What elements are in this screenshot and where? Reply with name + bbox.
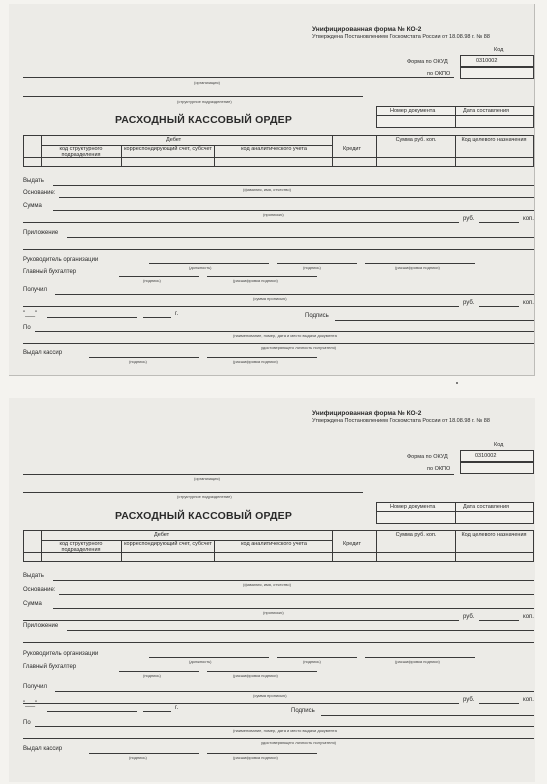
head-decoding-line[interactable] bbox=[365, 263, 475, 264]
dept-caption: (структурное подразделение) bbox=[177, 494, 232, 499]
col-purpose-header: Код целевого назначения bbox=[461, 137, 527, 143]
sum-caption: (прописью) bbox=[263, 610, 284, 615]
year-suffix: г. bbox=[175, 311, 179, 317]
table-col-line bbox=[376, 530, 377, 562]
cashier-decoding-line[interactable] bbox=[207, 357, 317, 358]
sum-caption: (прописью) bbox=[263, 212, 284, 217]
col-credit-header: Кредит bbox=[343, 146, 362, 152]
org-line[interactable] bbox=[23, 77, 454, 78]
chief-decoding-caption: (расшифровка подписи) bbox=[233, 278, 278, 283]
code-label: Код bbox=[494, 47, 504, 53]
attachment-line-2[interactable] bbox=[23, 249, 534, 250]
kop-label: коп. bbox=[523, 216, 534, 222]
cashier-decoding-caption: (расшифровка подписи) bbox=[233, 359, 278, 364]
head-signature-line[interactable] bbox=[277, 263, 357, 264]
issue-line[interactable] bbox=[53, 185, 534, 186]
chief-accountant-label: Главный бухгалтер bbox=[23, 664, 77, 670]
col-account-header: корреспондирующий счет, субсчет bbox=[124, 541, 212, 547]
form-header-line2: Утверждена Постановлением Госкомстата России от 18.08.98 г. № 88 bbox=[312, 418, 490, 424]
chief-accountant-label: Главный бухгалтер bbox=[23, 269, 77, 275]
col-credit-header: Кредит bbox=[343, 541, 362, 547]
table-col-line bbox=[332, 530, 333, 562]
received-line[interactable] bbox=[55, 294, 534, 295]
okpo-label: по ОКПО bbox=[427, 466, 451, 472]
received-label: Получил bbox=[23, 684, 47, 690]
doc-date-label: Дата составления bbox=[463, 504, 509, 510]
date-month-line[interactable] bbox=[47, 711, 137, 712]
decoding-caption: (расшифровка подписи) bbox=[395, 265, 440, 270]
received-line-2[interactable] bbox=[23, 306, 459, 307]
received-line[interactable] bbox=[55, 691, 534, 692]
kop-label-2: коп. bbox=[523, 697, 534, 703]
by-line-2[interactable] bbox=[23, 738, 534, 739]
kop-line-2[interactable] bbox=[479, 703, 519, 704]
received-line-2[interactable] bbox=[23, 703, 459, 704]
col-analytic-header: код аналитического учета bbox=[241, 146, 307, 152]
date-quote: "___" bbox=[23, 701, 38, 707]
cashier-signature-line[interactable] bbox=[89, 753, 199, 754]
head-label: Руководитель организации bbox=[23, 651, 99, 657]
document-caption: (наименование, номер, дата и место выдачи документа bbox=[233, 728, 337, 733]
by-label: По bbox=[23, 325, 31, 331]
issue-label: Выдать bbox=[23, 178, 44, 184]
sum-words-caption: (сумма прописью) bbox=[253, 296, 287, 301]
table-col-line bbox=[41, 135, 42, 167]
year-suffix: г. bbox=[175, 705, 179, 711]
rub-label: руб. bbox=[463, 614, 475, 620]
doc-box-vdivider bbox=[455, 106, 456, 128]
cashier-decoding-line[interactable] bbox=[207, 753, 317, 754]
okud-code-box[interactable] bbox=[460, 450, 534, 462]
sign-line[interactable] bbox=[335, 320, 534, 321]
form-header-line1: Унифицированная форма № КО-2 bbox=[312, 410, 422, 417]
chief-decoding-line[interactable] bbox=[207, 671, 317, 672]
chief-signature-caption: (подпись) bbox=[143, 278, 161, 283]
attachment-label: Приложение bbox=[23, 623, 59, 629]
basis-label: Основание: bbox=[23, 190, 56, 196]
okud-code-value: 0310002 bbox=[475, 453, 497, 459]
attachment-line[interactable] bbox=[67, 237, 534, 238]
table-col-line bbox=[41, 530, 42, 562]
sign-label: Подпись bbox=[305, 313, 329, 319]
table-col-line bbox=[121, 540, 122, 562]
col-purpose-header: Код целевого назначения bbox=[461, 532, 527, 538]
okpo-code-box[interactable] bbox=[460, 67, 534, 79]
issue-caption: (фамилия, имя, отчество) bbox=[243, 187, 291, 192]
head-signature-line[interactable] bbox=[277, 657, 357, 658]
position-caption: (должность) bbox=[189, 659, 212, 664]
cashier-label: Выдал кассир bbox=[23, 350, 63, 356]
by-line[interactable] bbox=[35, 331, 534, 332]
date-year-line[interactable] bbox=[143, 317, 171, 318]
org-line[interactable] bbox=[23, 474, 454, 475]
okpo-code-box[interactable] bbox=[460, 462, 534, 474]
table-col-line bbox=[332, 135, 333, 167]
doc-date-label: Дата составления bbox=[463, 108, 509, 114]
head-decoding-line[interactable] bbox=[365, 657, 475, 658]
kop-line-2[interactable] bbox=[479, 306, 519, 307]
head-position-line[interactable] bbox=[149, 263, 269, 264]
debit-label: Дебет bbox=[154, 532, 170, 538]
cashier-signature-caption: (подпись) bbox=[129, 755, 147, 760]
table-col-line bbox=[214, 145, 215, 167]
sum-label: Сумма bbox=[23, 203, 42, 209]
chief-signature-line[interactable] bbox=[119, 276, 199, 277]
rub-label-2: руб. bbox=[463, 300, 475, 306]
sign-line[interactable] bbox=[321, 715, 534, 716]
doc-number-label: Номер документа bbox=[390, 108, 436, 114]
document-caption: (наименование, номер, дата и место выдачи документа bbox=[233, 333, 337, 338]
cashier-decoding-caption: (расшифровка подписи) bbox=[233, 755, 278, 760]
dept-caption: (структурное подразделение) bbox=[177, 99, 232, 104]
by-label: По bbox=[23, 720, 31, 726]
okpo-label: по ОКПО bbox=[427, 71, 451, 77]
debit-label: Дебет bbox=[166, 137, 182, 143]
dept-line[interactable] bbox=[23, 492, 363, 493]
cash-order-form-bottom bbox=[9, 398, 535, 782]
form-header-line1: Унифицированная форма № КО-2 bbox=[312, 26, 422, 33]
sum-label: Сумма bbox=[23, 601, 42, 607]
okud-code-value: 0310002 bbox=[476, 58, 498, 64]
date-year-line[interactable] bbox=[143, 711, 171, 712]
chief-decoding-caption: (расшифровка подписи) bbox=[233, 673, 278, 678]
chief-signature-caption: (подпись) bbox=[143, 673, 161, 678]
doc-number-label: Номер документа bbox=[390, 504, 436, 510]
table-col-line bbox=[376, 135, 377, 167]
col-struct-header: код структурного подразделения bbox=[59, 541, 103, 553]
kop-label: коп. bbox=[523, 614, 534, 620]
position-caption: (должность) bbox=[189, 265, 212, 270]
okud-label: Форма по ОКУД bbox=[407, 454, 448, 460]
kop-line[interactable] bbox=[479, 222, 519, 223]
basis-line[interactable] bbox=[59, 197, 534, 198]
signature-caption: (подпись) bbox=[303, 659, 321, 664]
chief-signature-line[interactable] bbox=[119, 671, 199, 672]
scan-speck bbox=[456, 382, 458, 384]
org-caption: (организация) bbox=[194, 476, 220, 481]
col-struct-header: код структурного подразделения bbox=[59, 146, 103, 158]
col-sum-header: Сумма руб. коп. bbox=[395, 532, 437, 538]
kop-line[interactable] bbox=[479, 620, 519, 621]
attachment-line-2[interactable] bbox=[23, 642, 534, 643]
page-title: РАСХОДНЫЙ КАССОВЫЙ ОРДЕР bbox=[115, 510, 293, 522]
sum-line-2[interactable] bbox=[23, 620, 459, 621]
issue-label: Выдать bbox=[23, 573, 44, 579]
basis-line[interactable] bbox=[59, 594, 534, 595]
okud-label: Форма по ОКУД bbox=[407, 59, 448, 65]
issue-caption: (фамилия, имя, отчество) bbox=[243, 582, 291, 587]
attachment-label: Приложение bbox=[23, 230, 59, 236]
table-col-line bbox=[455, 530, 456, 562]
col-sum-header: Сумма руб. коп. bbox=[395, 137, 437, 143]
chief-decoding-line[interactable] bbox=[207, 276, 317, 277]
sum-line[interactable] bbox=[53, 210, 534, 211]
cashier-label: Выдал кассир bbox=[23, 746, 63, 752]
cash-order-form-top bbox=[9, 4, 535, 376]
basis-label: Основание: bbox=[23, 587, 56, 593]
table-col-line bbox=[455, 135, 456, 167]
dept-line[interactable] bbox=[23, 96, 363, 97]
col-account-header: корреспондирующий счет, субсчет bbox=[124, 146, 212, 152]
cashier-signature-caption: (подпись) bbox=[129, 359, 147, 364]
page-title: РАСХОДНЫЙ КАССОВЫЙ ОРДЕР bbox=[115, 114, 293, 126]
by-line[interactable] bbox=[35, 726, 534, 727]
form-header-line2: Утверждена Постановлением Госкомстата России от 18.08.98 г. № 88 bbox=[312, 34, 490, 40]
date-quote: "___" bbox=[23, 311, 38, 317]
sum-line[interactable] bbox=[53, 608, 534, 609]
code-label: Код bbox=[494, 442, 504, 448]
issue-line[interactable] bbox=[53, 580, 534, 581]
org-caption: (организация) bbox=[194, 80, 220, 85]
sign-label: Подпись bbox=[291, 708, 315, 714]
date-month-line[interactable] bbox=[47, 317, 137, 318]
head-position-line[interactable] bbox=[149, 657, 269, 658]
identity-caption: удостоверяющего личность получателя) bbox=[261, 740, 336, 745]
sum-line-2[interactable] bbox=[23, 222, 459, 223]
cashier-signature-line[interactable] bbox=[89, 357, 199, 358]
identity-caption: удостоверяющего личность получателя) bbox=[261, 345, 336, 350]
table-col-line bbox=[214, 540, 215, 562]
decoding-caption: (расшифровка подписи) bbox=[395, 659, 440, 664]
attachment-line[interactable] bbox=[67, 630, 534, 631]
table-col-line bbox=[121, 145, 122, 167]
by-line-2[interactable] bbox=[23, 343, 534, 344]
received-label: Получил bbox=[23, 287, 47, 293]
kop-label-2: коп. bbox=[523, 300, 534, 306]
rub-label: руб. bbox=[463, 216, 475, 222]
rub-label-2: руб. bbox=[463, 697, 475, 703]
signature-caption: (подпись) bbox=[303, 265, 321, 270]
head-label: Руководитель организации bbox=[23, 257, 99, 263]
sum-words-caption: (сумма прописью) bbox=[253, 693, 287, 698]
col-analytic-header: код аналитического учета bbox=[241, 541, 307, 547]
doc-box-vdivider bbox=[455, 502, 456, 524]
